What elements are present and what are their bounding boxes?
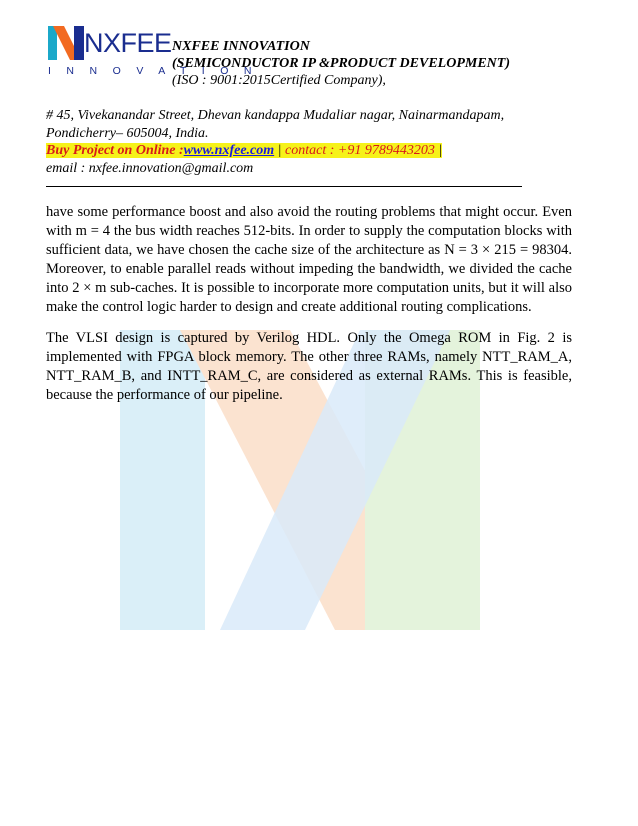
document-body [46, 203, 572, 417]
separator-1: | [274, 143, 286, 158]
buy-label: Buy Project on Online : [46, 143, 184, 158]
company-name: NXFEE INNOVATION [172, 39, 310, 54]
logo-sub-text: I N N O V A T I O N [48, 65, 258, 77]
contact-phone: contact : +91 9789443203 [285, 143, 435, 158]
paragraph-2: The VLSI design is captured by Verilog HDL. Only the Omega ROM in Fig. 2 is implemented with FPGA block memory. The other three RAMs, namely NTT_RAM_A, NTT_RAM_B, and INTT_RAM_C, are considered as external RAMs. This is feasible, because the performance of our pipeline. [46, 330, 572, 403]
contact-line [46, 142, 504, 160]
company-tagline: (SEMICONDUCTOR IP &PRODUCT DEVELOPMENT) [172, 56, 510, 71]
address-line-1: # 45, Vivekanandar Street, Dhevan kandappa Mudaliar nagar, Nainarmandapam, [46, 108, 505, 123]
company-logo [48, 26, 258, 81]
address-block [46, 107, 504, 177]
logo-brand-text: NXFEE [84, 28, 172, 58]
address-line-2: Pondicherry– 605004, India. [46, 125, 209, 141]
company-info [172, 38, 510, 89]
website-link[interactable]: www.nxfee.com [183, 143, 275, 158]
paragraph-1: have some performance boost and also avoid the routing problems that might occur. Even with m = 4 the bus width reaches 512-bits. In order to supply the computation blocks with sufficient data, we have chosen the cache size of the architecture as N = 3 × 215 = 98304. Moreover, to enable parallel reads without impeding the bandwidth, we divided the cache into 2 × m sub-caches. It is possible to incorporate more computation units, but it will also make the control logic harder to design and create additional routing complications. [46, 204, 572, 315]
separator-2: | [434, 143, 443, 158]
header-divider [46, 186, 522, 187]
contact-highlight [46, 143, 442, 158]
company-certification: (ISO : 9001:2015Certified Company), [172, 73, 386, 88]
email-line: email : nxfee.innovation@gmail.com [46, 160, 254, 176]
logo-mark-icon [48, 26, 88, 62]
